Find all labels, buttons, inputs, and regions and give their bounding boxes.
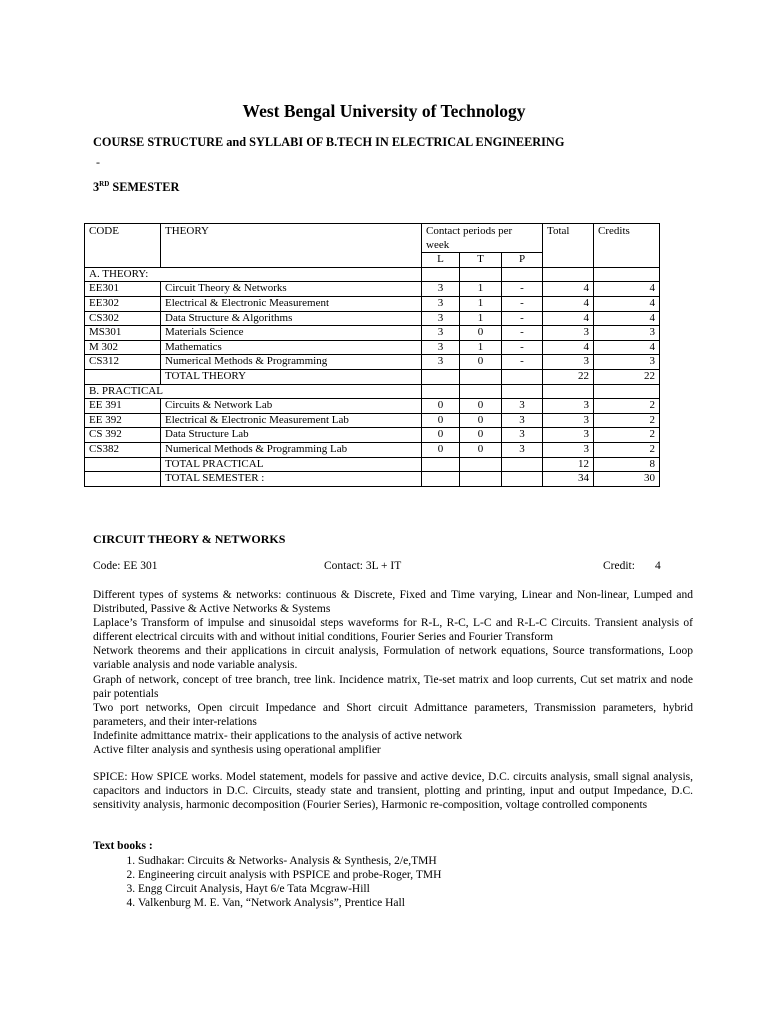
total-semester-row-credits: 30 — [594, 472, 660, 487]
lecture-hours: 3 — [422, 340, 460, 355]
course-name: Circuits & Network Lab — [161, 399, 422, 414]
empty-cell — [502, 267, 543, 282]
course-row — [85, 355, 660, 370]
total-hours: 4 — [543, 282, 594, 297]
header-credits: Credits — [594, 224, 660, 268]
course-row — [85, 399, 660, 414]
course-code: M 302 — [85, 340, 161, 355]
subject-code: Code: EE 301 — [93, 560, 158, 572]
total-hours: 3 — [543, 413, 594, 428]
course-name: Electrical & Electronic Measurement Lab — [161, 413, 422, 428]
lecture-hours: 3 — [422, 355, 460, 370]
tutorial-hours: 0 — [460, 355, 502, 370]
course-row — [85, 311, 660, 326]
total-semester-row-total: 34 — [543, 472, 594, 487]
header-contact: Contact periods per week — [422, 224, 543, 253]
course-code: EE 392 — [85, 413, 161, 428]
lecture-hours: 3 — [422, 296, 460, 311]
practical-hours: 3 — [502, 413, 543, 428]
section-a-row — [85, 267, 660, 282]
textbook-item: 1. Sudhakar: Circuits & Networks- Analysis & Synthesis, 2/e,TMH — [138, 854, 441, 868]
total-hours: 4 — [543, 311, 594, 326]
practical-hours: - — [502, 311, 543, 326]
course-credits: 4 — [594, 282, 660, 297]
course-credits: 4 — [594, 340, 660, 355]
practical-hours: - — [502, 355, 543, 370]
lecture-hours: 0 — [422, 413, 460, 428]
subject-contact: Contact: 3L + IT — [324, 560, 402, 572]
total-hours: 3 — [543, 326, 594, 341]
tutorial-hours: 0 — [460, 442, 502, 457]
course-row — [85, 326, 660, 341]
course-structure-title: COURSE STRUCTURE and SYLLABI OF B.TECH IN ELECTRICAL ENGINEERING — [93, 135, 565, 149]
empty-cell — [543, 267, 594, 282]
course-name: Data Structure Lab — [161, 428, 422, 443]
semester-heading: 3RD SEMESTER — [93, 180, 180, 194]
empty-cell — [460, 472, 502, 487]
lecture-hours: 0 — [422, 428, 460, 443]
syllabus-content — [93, 588, 693, 757]
tutorial-hours: 0 — [460, 428, 502, 443]
practical-hours: 3 — [502, 399, 543, 414]
header-p: P — [502, 253, 543, 268]
empty-cell — [502, 457, 543, 472]
course-structure-table — [84, 223, 660, 487]
course-credits: 4 — [594, 296, 660, 311]
syllabus-paragraph: Different types of systems & networks: continuous & Discrete, Fixed and Time varying, Linear and Non-linear, Lumped and Distributed, Passive & Active Networks & Systems — [93, 589, 693, 616]
lecture-hours: 3 — [422, 311, 460, 326]
total-hours: 3 — [543, 428, 594, 443]
textbook-item: 2. Engineering circuit analysis with PSPICE and probe-Roger, TMH — [138, 868, 441, 882]
header-theory: THEORY — [161, 224, 422, 268]
empty-cell — [85, 369, 161, 384]
course-row — [85, 340, 660, 355]
empty-cell — [594, 384, 660, 399]
empty-cell — [543, 384, 594, 399]
course-name: Circuit Theory & Networks — [161, 282, 422, 297]
empty-cell — [460, 369, 502, 384]
tutorial-hours: 1 — [460, 311, 502, 326]
course-code: CS302 — [85, 311, 161, 326]
textbooks-heading: Text books : — [93, 840, 153, 852]
course-code: CS382 — [85, 442, 161, 457]
empty-cell — [422, 384, 460, 399]
total-hours: 3 — [543, 442, 594, 457]
textbook-item: 3. Engg Circuit Analysis, Hayt 6/e Tata Mcgraw-Hill — [138, 882, 441, 896]
course-row — [85, 428, 660, 443]
total-theory-row-total: 22 — [543, 369, 594, 384]
table-header-row — [85, 224, 660, 253]
dash-line: - — [96, 155, 100, 169]
header-l: L — [422, 253, 460, 268]
empty-cell — [460, 384, 502, 399]
total-semester-row-label: TOTAL SEMESTER : — [161, 472, 422, 487]
total-semester-row — [85, 472, 660, 487]
empty-cell — [502, 384, 543, 399]
lecture-hours: 3 — [422, 326, 460, 341]
empty-cell — [422, 457, 460, 472]
header-code: CODE — [85, 224, 161, 268]
total-hours: 3 — [543, 399, 594, 414]
total-theory-row-label: TOTAL THEORY — [161, 369, 422, 384]
course-row — [85, 442, 660, 457]
syllabus-title: CIRCUIT THEORY & NETWORKS — [93, 532, 286, 546]
empty-cell — [594, 267, 660, 282]
total-theory-row-credits: 22 — [594, 369, 660, 384]
course-code: EE301 — [85, 282, 161, 297]
course-code: CS312 — [85, 355, 161, 370]
empty-cell — [422, 369, 460, 384]
course-row — [85, 282, 660, 297]
empty-cell — [85, 457, 161, 472]
course-credits: 4 — [594, 311, 660, 326]
practical-hours: - — [502, 296, 543, 311]
total-practical-row-credits: 8 — [594, 457, 660, 472]
total-hours: 3 — [543, 355, 594, 370]
tutorial-hours: 1 — [460, 282, 502, 297]
tutorial-hours: 0 — [460, 413, 502, 428]
lecture-hours: 3 — [422, 282, 460, 297]
course-credits: 2 — [594, 413, 660, 428]
course-name: Data Structure & Algorithms — [161, 311, 422, 326]
section-a-row-label: A. THEORY: — [85, 267, 422, 282]
course-credits: 3 — [594, 355, 660, 370]
syllabus-paragraph: Two port networks, Open circuit Impedance and Short circuit Admittance parameters, Transmission parameters, hybrid parameters, and their inter-relations — [93, 701, 693, 728]
subject-credit-label: Credit: — [603, 560, 635, 572]
tutorial-hours: 0 — [460, 399, 502, 414]
practical-hours: 3 — [502, 442, 543, 457]
spice-paragraph: SPICE: How SPICE works. Model statement, models for passive and active device, D.C. circuits analysis, small signal analysis, capacitors and inductors in D.C. Circuits, steady state and transient, plotting and printing, input and output Impedance, D.C. sensitivity analysis, harmonic decomposition (Fourier Series), Harmonic re-composition, voltage controlled components — [93, 771, 693, 812]
course-code: EE 391 — [85, 399, 161, 414]
university-title: West Bengal University of Technology — [242, 101, 526, 121]
course-code: CS 392 — [85, 428, 161, 443]
total-hours: 4 — [543, 296, 594, 311]
tutorial-hours: 1 — [460, 296, 502, 311]
practical-hours: - — [502, 326, 543, 341]
syllabus-paragraph: Indefinite admittance matrix- their applications to the analysis of active network — [93, 729, 463, 742]
empty-cell — [502, 472, 543, 487]
practical-hours: - — [502, 340, 543, 355]
empty-cell — [502, 369, 543, 384]
lecture-hours: 0 — [422, 399, 460, 414]
subject-credit-value: 4 — [655, 560, 661, 572]
course-row — [85, 413, 660, 428]
course-credits: 3 — [594, 326, 660, 341]
empty-cell — [422, 267, 460, 282]
tutorial-hours: 0 — [460, 326, 502, 341]
practical-hours: 3 — [502, 428, 543, 443]
course-code: EE302 — [85, 296, 161, 311]
empty-cell — [460, 457, 502, 472]
course-code: MS301 — [85, 326, 161, 341]
section-b-row-label: B. PRACTICAL — [85, 384, 422, 399]
tutorial-hours: 1 — [460, 340, 502, 355]
textbook-list — [113, 854, 441, 910]
empty-cell — [460, 267, 502, 282]
total-practical-row-label: TOTAL PRACTICAL — [161, 457, 422, 472]
empty-cell — [422, 472, 460, 487]
total-practical-row — [85, 457, 660, 472]
course-name: Numerical Methods & Programming Lab — [161, 442, 422, 457]
practical-hours: - — [502, 282, 543, 297]
syllabus-paragraph: Laplace’s Transform of impulse and sinusoidal steps waveforms for R-L, R-C, L-C and R-L-C Circuits. Transient analysis of different electrical circuits with and without initial conditions, Fourier Series and Fourier Transform — [93, 617, 693, 644]
total-theory-row — [85, 369, 660, 384]
course-name: Mathematics — [161, 340, 422, 355]
total-hours: 4 — [543, 340, 594, 355]
total-practical-row-total: 12 — [543, 457, 594, 472]
syllabus-paragraph: Network theorems and their applications in circuit analysis, Formulation of network equations, Source transformations, Loop variable analysis and node variable analysis. — [93, 645, 693, 672]
course-credits: 2 — [594, 399, 660, 414]
lecture-hours: 0 — [422, 442, 460, 457]
course-row — [85, 296, 660, 311]
textbook-item: 4. Valkenburg M. E. Van, “Network Analysis”, Prentice Hall — [138, 896, 441, 910]
empty-cell — [85, 472, 161, 487]
section-b-row — [85, 384, 660, 399]
course-name: Materials Science — [161, 326, 422, 341]
header-total: Total — [543, 224, 594, 268]
syllabus-paragraph: Graph of network, concept of tree branch, tree link. Incidence matrix, Tie-set matrix and loop currents, Cut set matrix and node pair potentials — [93, 673, 693, 700]
course-name: Electrical & Electronic Measurement — [161, 296, 422, 311]
course-credits: 2 — [594, 442, 660, 457]
header-t: T — [460, 253, 502, 268]
course-credits: 2 — [594, 428, 660, 443]
course-name: Numerical Methods & Programming — [161, 355, 422, 370]
syllabus-paragraph: Active filter analysis and synthesis using operational amplifier — [93, 744, 381, 757]
